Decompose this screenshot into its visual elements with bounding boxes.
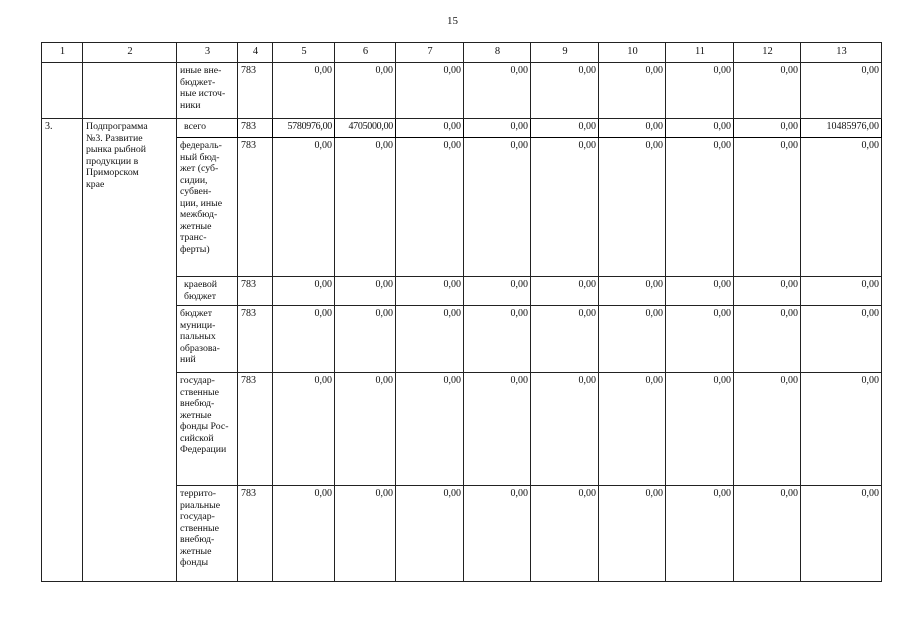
name-cell xyxy=(83,63,177,119)
header-cell: 6 xyxy=(335,43,396,63)
value-cell: 0,00 xyxy=(464,306,531,373)
header-cell: 8 xyxy=(464,43,531,63)
code-cell: 783 xyxy=(238,486,273,582)
value-cell: 0,00 xyxy=(464,138,531,277)
source-cell: федераль- ный бюд- жет (суб- сидии, субвен- ции, иные межбюд- жетные транс- ферты) xyxy=(177,138,238,277)
value-cell: 0,00 xyxy=(734,119,801,138)
header-cell: 10 xyxy=(599,43,666,63)
value-cell: 0,00 xyxy=(599,138,666,277)
value-cell: 0,00 xyxy=(599,373,666,486)
value-cell: 0,00 xyxy=(801,306,882,373)
value-cell: 0,00 xyxy=(666,373,734,486)
value-cell: 0,00 xyxy=(396,277,464,306)
code-cell: 783 xyxy=(238,138,273,277)
value-cell: 10485976,00 xyxy=(801,119,882,138)
value-cell: 0,00 xyxy=(531,119,599,138)
value-cell: 0,00 xyxy=(464,486,531,582)
value-cell: 0,00 xyxy=(801,63,882,119)
value-cell: 0,00 xyxy=(801,277,882,306)
code-cell: 783 xyxy=(238,306,273,373)
value-cell: 0,00 xyxy=(666,306,734,373)
header-cell: 2 xyxy=(83,43,177,63)
value-cell: 0,00 xyxy=(734,486,801,582)
value-cell: 0,00 xyxy=(734,277,801,306)
value-cell: 0,00 xyxy=(531,277,599,306)
value-cell: 0,00 xyxy=(666,486,734,582)
index-cell xyxy=(42,63,83,119)
value-cell: 0,00 xyxy=(273,138,335,277)
value-cell: 0,00 xyxy=(801,138,882,277)
header-row xyxy=(42,43,882,63)
value-cell: 0,00 xyxy=(396,138,464,277)
value-cell: 0,00 xyxy=(464,119,531,138)
value-cell: 0,00 xyxy=(734,373,801,486)
header-cell: 4 xyxy=(238,43,273,63)
source-cell: всего xyxy=(177,119,238,138)
source-cell: террито- риальные государ- ственные внебюд- жетные фонды xyxy=(177,486,238,582)
page-number: 15 xyxy=(447,15,458,27)
code-cell: 783 xyxy=(238,63,273,119)
header-cell: 5 xyxy=(273,43,335,63)
code-cell: 783 xyxy=(238,119,273,138)
value-cell: 0,00 xyxy=(335,373,396,486)
source-cell: краевой бюджет xyxy=(177,277,238,306)
value-cell: 0,00 xyxy=(801,486,882,582)
code-cell: 783 xyxy=(238,277,273,306)
value-cell: 0,00 xyxy=(396,486,464,582)
value-cell: 0,00 xyxy=(464,63,531,119)
value-cell: 0,00 xyxy=(335,63,396,119)
header-cell: 7 xyxy=(396,43,464,63)
value-cell: 0,00 xyxy=(801,373,882,486)
value-cell: 0,00 xyxy=(734,138,801,277)
value-cell: 0,00 xyxy=(666,63,734,119)
value-cell: 0,00 xyxy=(599,63,666,119)
value-cell: 0,00 xyxy=(396,63,464,119)
value-cell: 0,00 xyxy=(273,486,335,582)
value-cell: 0,00 xyxy=(396,373,464,486)
value-cell: 0,00 xyxy=(531,306,599,373)
source-cell: государ- ственные внебюд- жетные фонды Рос- сийской Федерации xyxy=(177,373,238,486)
source-cell: иные вне- бюджет- ные источ- ники xyxy=(177,63,238,119)
subprogram-name-cell: Подпрограмма №3. Развитие рынка рыбной продукции в Приморском крае xyxy=(83,119,177,582)
header-cell: 12 xyxy=(734,43,801,63)
value-cell: 0,00 xyxy=(531,63,599,119)
value-cell: 0,00 xyxy=(599,119,666,138)
value-cell: 0,00 xyxy=(273,63,335,119)
value-cell: 0,00 xyxy=(599,486,666,582)
value-cell: 0,00 xyxy=(599,306,666,373)
value-cell: 0,00 xyxy=(599,277,666,306)
header-cell: 1 xyxy=(42,43,83,63)
header-cell: 9 xyxy=(531,43,599,63)
budget-table xyxy=(41,42,882,582)
value-cell: 0,00 xyxy=(335,486,396,582)
value-cell: 0,00 xyxy=(273,277,335,306)
value-cell: 0,00 xyxy=(464,373,531,486)
code-cell: 783 xyxy=(238,373,273,486)
value-cell: 0,00 xyxy=(734,63,801,119)
table-row xyxy=(42,63,882,119)
index-cell: 3. xyxy=(42,119,83,582)
value-cell: 0,00 xyxy=(531,373,599,486)
value-cell: 0,00 xyxy=(464,277,531,306)
table-row xyxy=(42,119,882,138)
value-cell: 0,00 xyxy=(273,306,335,373)
header-cell: 13 xyxy=(801,43,882,63)
header-cell: 11 xyxy=(666,43,734,63)
value-cell: 5780976,00 xyxy=(273,119,335,138)
source-cell: бюджет муници- пальных образова- ний xyxy=(177,306,238,373)
value-cell: 0,00 xyxy=(531,138,599,277)
value-cell: 0,00 xyxy=(335,306,396,373)
value-cell: 0,00 xyxy=(666,277,734,306)
value-cell: 0,00 xyxy=(396,306,464,373)
value-cell: 0,00 xyxy=(666,138,734,277)
value-cell: 0,00 xyxy=(335,138,396,277)
header-cell: 3 xyxy=(177,43,238,63)
value-cell: 0,00 xyxy=(335,277,396,306)
value-cell: 0,00 xyxy=(734,306,801,373)
value-cell: 0,00 xyxy=(531,486,599,582)
value-cell: 0,00 xyxy=(273,373,335,486)
value-cell: 4705000,00 xyxy=(335,119,396,138)
value-cell: 0,00 xyxy=(666,119,734,138)
value-cell: 0,00 xyxy=(396,119,464,138)
